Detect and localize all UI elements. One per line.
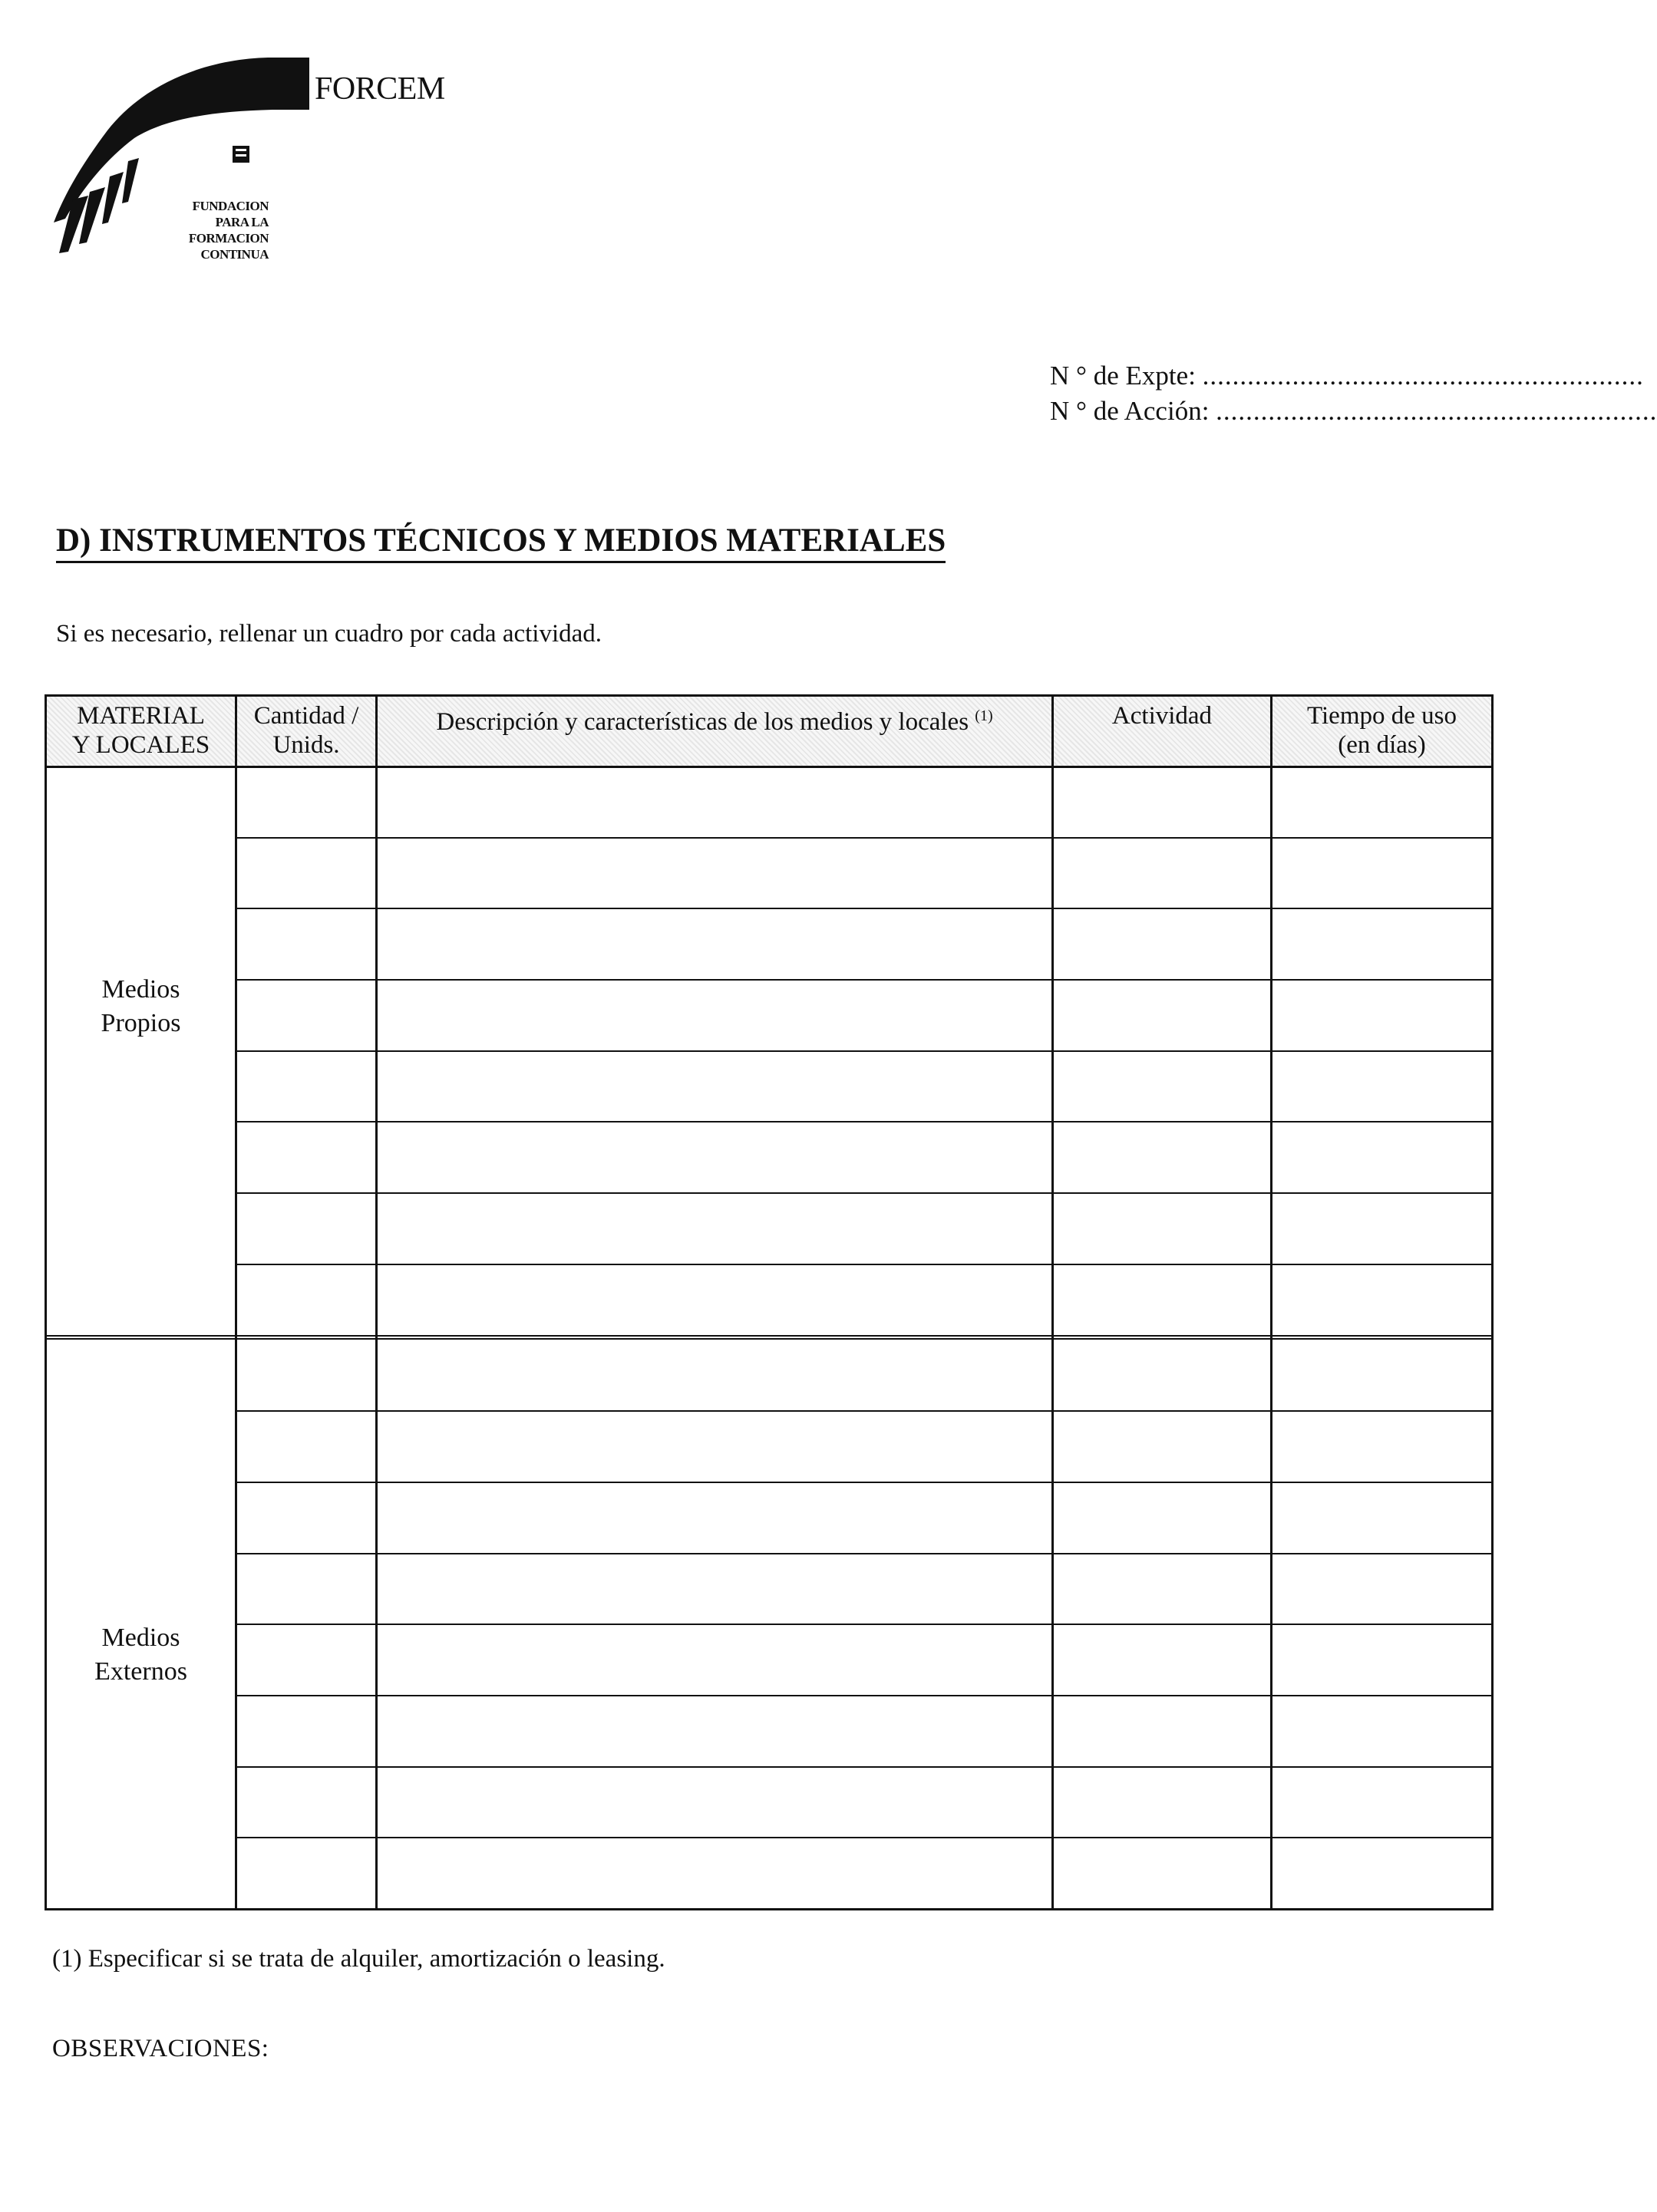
intro-text: Si es necesario, rellenar un cuadro por cada actividad. [56, 620, 602, 648]
column-divider [1051, 697, 1054, 1908]
accion-label: N ° de Acción: [1050, 396, 1210, 426]
footnote-marker: (1) [975, 707, 993, 724]
column-divider [375, 697, 378, 1908]
logo-subtitle: FUNDACION PARA LA FORMACION CONTINUA [188, 199, 269, 262]
group-label-propios: Medios Propios [101, 975, 181, 1037]
table-row-line [235, 979, 1491, 981]
expte-dots: ........................................................... [1202, 361, 1644, 391]
table-row-line [235, 908, 1491, 909]
group-separator [47, 1335, 1491, 1340]
table-row-line [235, 1264, 1491, 1265]
expte-label: N ° de Expte: [1050, 361, 1196, 391]
table-row-line [235, 1695, 1491, 1696]
table-row-line [235, 1766, 1491, 1768]
observations-label: OBSERVACIONES: [52, 2035, 269, 2062]
accion-field[interactable] [1050, 396, 1657, 427]
header-cantidad: Cantidad / Unids. [253, 702, 359, 759]
table-row-line [235, 837, 1491, 839]
header-actividad: Actividad [1111, 702, 1213, 730]
table-row-line [235, 1837, 1491, 1838]
table-row-line [235, 1050, 1491, 1052]
table-row-line [235, 1482, 1491, 1483]
table-row-line [235, 1121, 1491, 1122]
section-title: D) INSTRUMENTOS TÉCNICOS Y MEDIOS MATERIALES [56, 522, 946, 563]
footnote: (1) Especificar si se trata de alquiler, amortización o leasing. [52, 1945, 665, 1973]
column-divider [235, 697, 237, 1908]
group-label-externos: Medios Externos [94, 1624, 187, 1686]
materials-table [45, 694, 1494, 1910]
header-tiempo: Tiempo de uso (en días) [1307, 702, 1457, 759]
header-descripcion: Descripción y características de los medios y locales $^{(1)}$ [436, 707, 993, 736]
header-material: MATERIAL Y LOCALES [71, 702, 210, 759]
column-divider [1270, 697, 1272, 1908]
table-row-line [235, 1553, 1491, 1554]
brand-name: FORCEM [315, 71, 445, 107]
table-row-line [235, 1410, 1491, 1412]
expte-field[interactable] [1050, 361, 1644, 391]
table-row-line [235, 1624, 1491, 1625]
table-row-line [235, 1192, 1491, 1194]
accion-dots: ........................................................... [1216, 396, 1657, 426]
